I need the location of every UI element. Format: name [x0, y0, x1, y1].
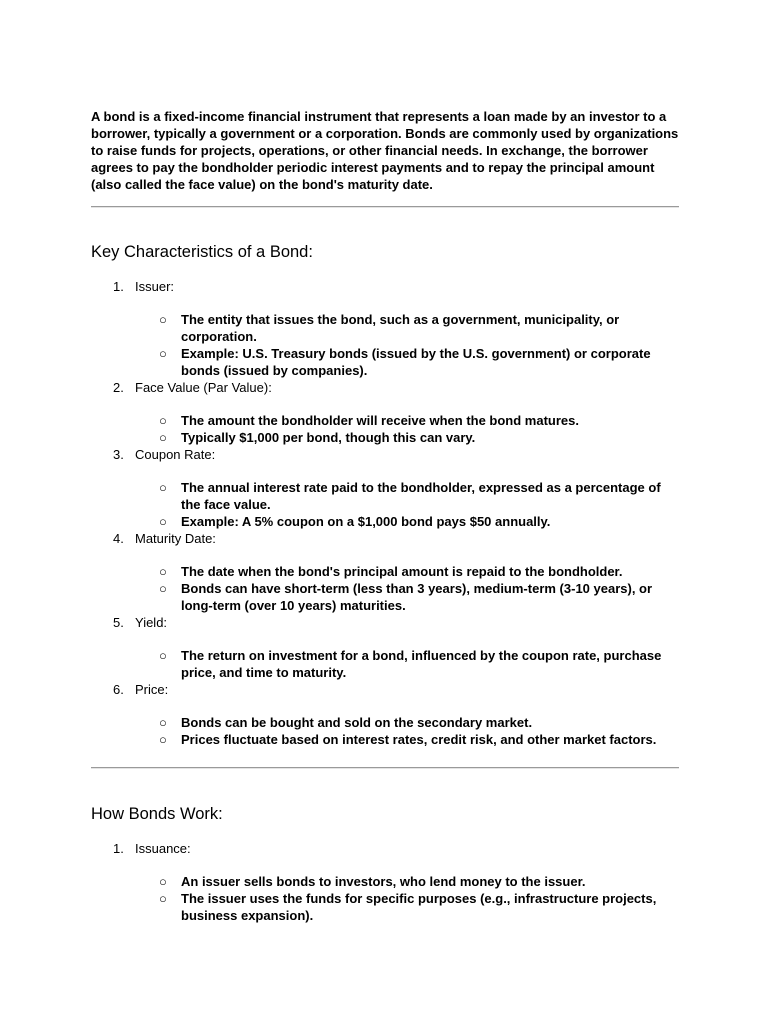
how-bonds-work-list [91, 840, 681, 924]
circle-bullet-icon: ○ [159, 715, 167, 730]
circle-bullet-icon: ○ [159, 564, 167, 579]
section-heading-key-characteristics: Key Characteristics of a Bond: [91, 243, 313, 261]
sub-bullet-list [91, 698, 681, 748]
circle-bullet-icon: ○ [159, 413, 167, 428]
bullet-item: ○ Prices fluctuate based on interest rates, credit risk, and other market factors. [159, 732, 657, 747]
item-title: Price: [135, 682, 169, 697]
bullet-item: ○ Bonds can have short-term (less than 3 years), medium-term (3-10 years), or long-term (over 10 years) maturities. [159, 581, 653, 613]
circle-bullet-icon: ○ [159, 648, 167, 663]
item-number: 6. [113, 682, 124, 697]
bullet-item: ○ The return on investment for a bond, influenced by the coupon rate, purchase price, and time to maturity. [159, 648, 662, 680]
bullet-item: ○ Bonds can be bought and sold on the secondary market. [159, 715, 533, 730]
bullet-item: ○ The issuer uses the funds for specific purposes (e.g., infrastructure projects, business expansion). [159, 891, 657, 923]
circle-bullet-icon: ○ [159, 312, 167, 327]
list-item [91, 530, 681, 614]
circle-bullet-icon: ○ [159, 480, 167, 495]
divider [91, 767, 679, 769]
bullet-item: ○ The amount the bondholder will receive when the bond matures. [159, 413, 579, 428]
sub-bullet-list [91, 547, 681, 614]
list-item [91, 278, 681, 379]
sub-bullet-list [91, 631, 681, 681]
item-number: 4. [113, 531, 124, 546]
sub-bullet-list [91, 463, 681, 530]
circle-bullet-icon: ○ [159, 581, 167, 596]
list-item [91, 614, 681, 681]
bullet-item: ○ The annual interest rate paid to the bondholder, expressed as a percentage of the face value. [159, 480, 661, 512]
bullet-item: ○ The entity that issues the bond, such as a government, municipality, or corporation. [159, 312, 620, 344]
list-item [91, 840, 681, 924]
bullet-item: ○ The date when the bond's principal amount is repaid to the bondholder. [159, 564, 623, 579]
section-heading-how-bonds-work: How Bonds Work: [91, 805, 223, 823]
item-number: 3. [113, 447, 124, 462]
list-item [91, 379, 681, 446]
bullet-item: ○ An issuer sells bonds to investors, who lend money to the issuer. [159, 874, 586, 889]
item-title: Yield: [135, 615, 168, 630]
circle-bullet-icon: ○ [159, 732, 167, 747]
sub-bullet-list [91, 396, 681, 446]
item-title: Face Value (Par Value): [135, 380, 272, 395]
bullet-item: ○ Example: A 5% coupon on a $1,000 bond pays $50 annually. [159, 514, 551, 529]
list-item [91, 681, 681, 748]
intro-paragraph: A bond is a fixed-income financial instrument that represents a loan made by an investor to a borrower, typically a government or a corporation. Bonds are commonly used by organizations to raise funds for projects, operations, or other financial needs. In exchange, the borrower agrees to pay the bondholder periodic interest payments and to repay the principal amount (also called the face value) on the bond's maturity date. [91, 109, 679, 192]
item-title: Coupon Rate: [135, 447, 216, 462]
bullet-item: ○ Example: U.S. Treasury bonds (issued by the U.S. government) or corporate bonds (issued by companies). [159, 346, 651, 378]
bullet-item: ○ Typically $1,000 per bond, though this can vary. [159, 430, 476, 445]
item-title: Issuer: [135, 279, 175, 294]
circle-bullet-icon: ○ [159, 514, 167, 529]
item-number: 5. [113, 615, 124, 630]
item-number: 1. [113, 841, 124, 856]
circle-bullet-icon: ○ [159, 346, 167, 361]
divider [91, 206, 679, 208]
sub-bullet-list [91, 295, 681, 379]
circle-bullet-icon: ○ [159, 874, 167, 889]
list-item [91, 446, 681, 530]
item-title: Issuance: [135, 841, 191, 856]
item-title: Maturity Date: [135, 531, 216, 546]
circle-bullet-icon: ○ [159, 891, 167, 906]
item-number: 1. [113, 279, 124, 294]
item-number: 2. [113, 380, 124, 395]
sub-bullet-list [91, 857, 681, 924]
key-characteristics-list [91, 278, 681, 748]
circle-bullet-icon: ○ [159, 430, 167, 445]
